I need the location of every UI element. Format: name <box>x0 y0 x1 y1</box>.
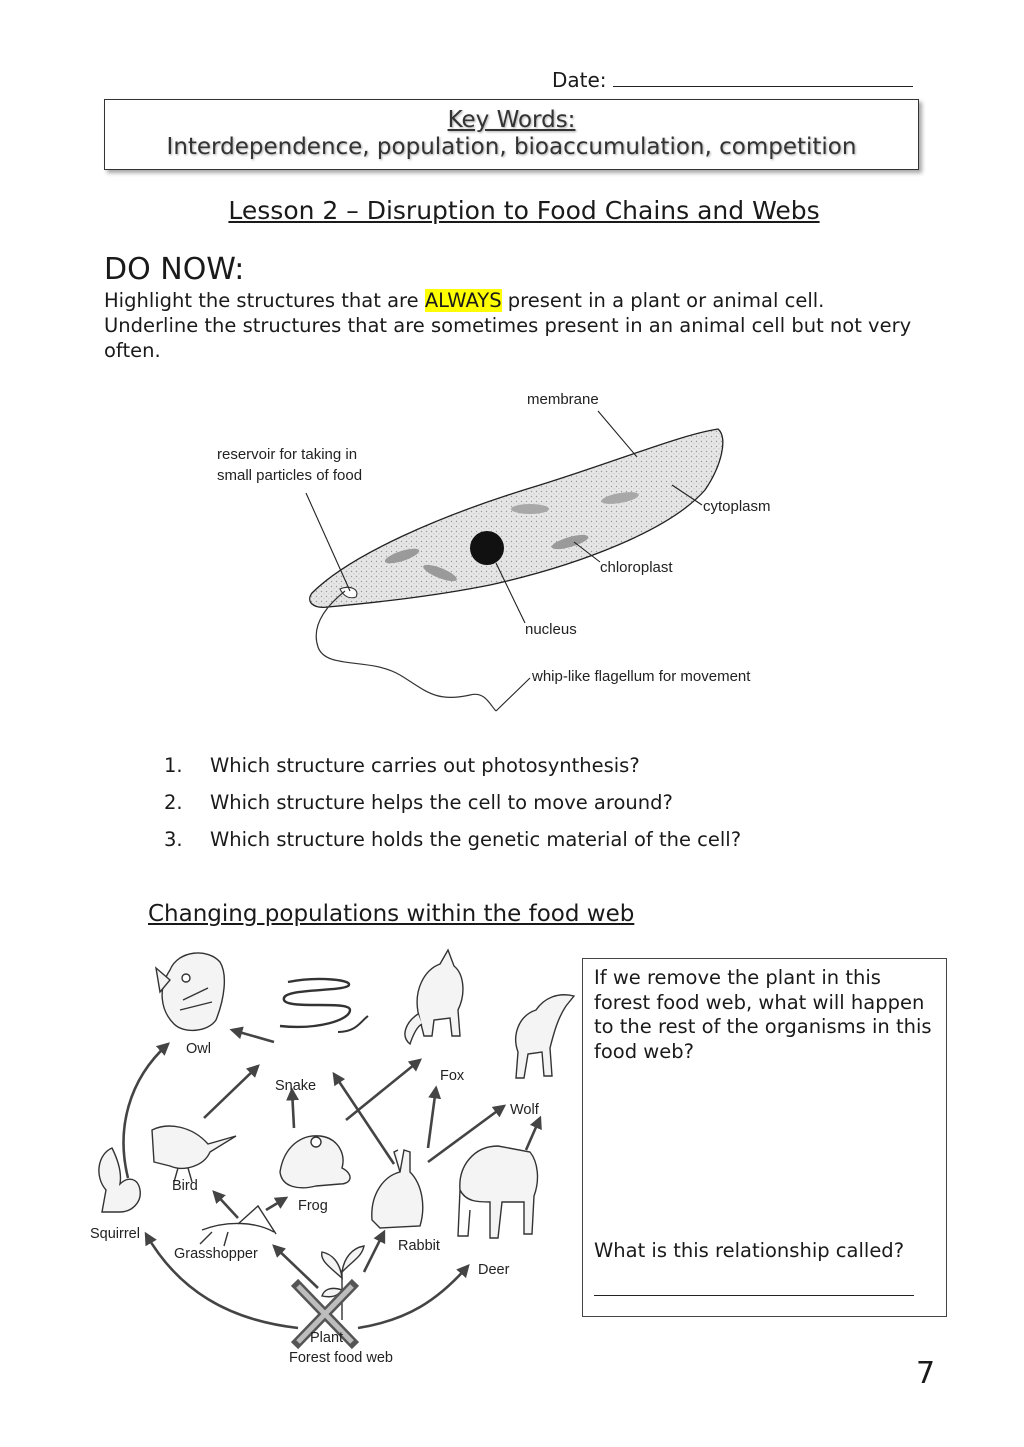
squirrel-icon <box>99 1148 140 1212</box>
instruction-line-1 <box>104 288 924 313</box>
arrow-rabbit-to-fox <box>428 1088 436 1148</box>
label-bird: Bird <box>172 1178 198 1194</box>
nucleus <box>470 531 504 565</box>
instruction-line-2: Underline the structures that are sometimes present in an animal cell but not very often. <box>104 314 912 362</box>
owl-icon <box>156 953 224 1030</box>
label-owl: Owl <box>186 1041 211 1057</box>
chloroplast <box>511 504 549 514</box>
flagellum <box>316 591 496 711</box>
lesson-title: Lesson 2 – Disruption to Food Chains and Webs <box>228 196 820 225</box>
date-field <box>552 68 913 92</box>
highlighted-word: ALWAYS <box>424 289 502 312</box>
question-remove-plant: If we remove the plant in this forest food web, what will happen to the rest of the organisms in this food web? <box>594 966 932 1063</box>
date-answer-line[interactable] <box>613 68 913 87</box>
fox-icon <box>405 950 463 1044</box>
food-web-heading: Changing populations within the food web <box>148 901 635 927</box>
bird-icon <box>152 1126 236 1182</box>
do-now-heading: DO NOW: <box>104 252 245 287</box>
label-snake: Snake <box>275 1078 317 1094</box>
grasshopper-icon <box>200 1206 276 1246</box>
arrow-frog-to-fox <box>346 1060 420 1120</box>
arrow-snake-to-owl <box>232 1030 274 1042</box>
label-frog: Frog <box>298 1198 328 1214</box>
label-plant: Plant <box>310 1330 344 1346</box>
question-text: Which structure helps the cell to move around? <box>210 791 673 814</box>
label-grasshopper: Grasshopper <box>174 1246 258 1262</box>
arrow-frog-to-snake <box>292 1090 294 1128</box>
do-now-instructions <box>104 288 924 363</box>
label-chloroplast: chloroplast <box>600 559 673 576</box>
label-deer: Deer <box>478 1262 510 1278</box>
instruction-text: Highlight the structures that are <box>104 289 425 312</box>
question-relationship: What is this relationship called? <box>594 1239 905 1262</box>
answer-line[interactable] <box>594 1295 914 1296</box>
question-text: Which structure carries out photosynthesis? <box>210 754 640 777</box>
question-number: 2. <box>164 791 183 814</box>
arrow-deer-to-wolf <box>526 1118 540 1150</box>
label-squirrel: Squirrel <box>90 1226 140 1242</box>
food-web-question-box <box>582 958 947 1317</box>
question-number: 1. <box>164 754 183 777</box>
rabbit-icon <box>372 1150 423 1228</box>
label-wolf: Wolf <box>510 1102 539 1118</box>
instruction-text: present in a plant or animal cell. <box>501 289 825 312</box>
snake-icon <box>280 979 368 1032</box>
question-3 <box>164 828 741 851</box>
label-reservoir-1: reservoir for taking in <box>217 446 358 463</box>
page-number: 7 <box>916 1356 936 1391</box>
label-flagellum: whip-like flagellum for movement <box>532 668 751 685</box>
arrow-plant-to-rabbit <box>364 1232 384 1272</box>
question-number: 3. <box>164 828 183 851</box>
question-text: Which structure holds the genetic material of the cell? <box>210 828 742 851</box>
frog-icon <box>280 1136 350 1188</box>
key-words-box <box>104 99 919 170</box>
arrow-bird-to-snake <box>204 1066 258 1118</box>
arrow-plant-to-deer <box>358 1266 468 1328</box>
euglena-cell-diagram <box>200 385 800 720</box>
label-reservoir-2: small particles of food <box>217 467 363 484</box>
date-label: Date: <box>552 68 607 92</box>
question-1 <box>164 754 640 777</box>
label-cytoplasm: cytoplasm <box>703 498 771 515</box>
deer-icon <box>458 1146 537 1238</box>
key-words-list: Interdependence, population, bioaccumulation, competition <box>166 134 857 160</box>
label-rabbit: Rabbit <box>398 1238 440 1254</box>
arrow-grasshopper-to-frog <box>266 1198 286 1210</box>
cell-body <box>310 429 723 607</box>
label-membrane: membrane <box>527 391 599 408</box>
label-fox: Fox <box>440 1068 465 1084</box>
question-2 <box>164 791 673 814</box>
key-words-title: Key Words: <box>447 107 576 133</box>
label-caption: Forest food web <box>289 1350 393 1366</box>
arrow-grasshopper-to-bird <box>214 1192 238 1218</box>
wolf-icon <box>516 995 574 1078</box>
forest-food-web-diagram <box>88 940 580 1370</box>
label-nucleus: nucleus <box>525 621 577 638</box>
